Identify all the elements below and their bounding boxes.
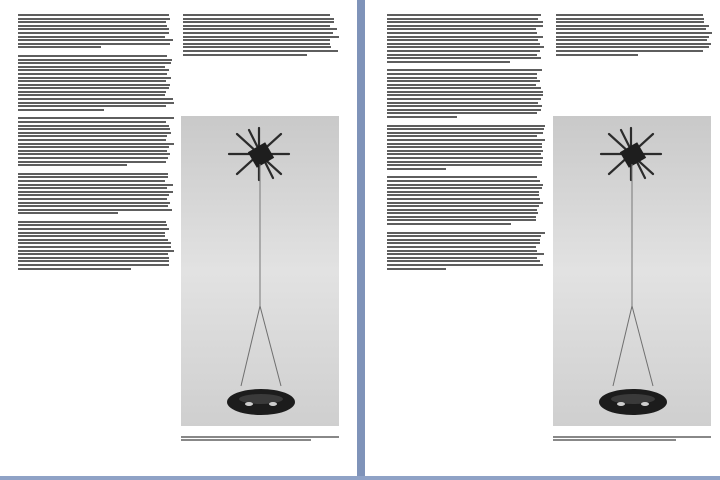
text-line: [387, 187, 542, 189]
text-line: [18, 132, 171, 134]
text-line: [387, 87, 541, 89]
text-line: [387, 50, 540, 52]
text-line: [18, 43, 170, 45]
text-line: [387, 239, 540, 241]
page-gutter: [357, 0, 365, 480]
text-line: [387, 180, 540, 182]
text-line: [18, 194, 169, 196]
text-line: [18, 25, 167, 27]
text-line: [556, 25, 709, 27]
text-line: [387, 139, 545, 141]
text-line: [387, 246, 536, 248]
text-line: [18, 228, 169, 230]
text-line: [183, 32, 333, 34]
text-line: [387, 232, 545, 234]
text-line: [387, 102, 538, 104]
text-line: [18, 109, 104, 111]
text-line: [387, 198, 540, 200]
text-line: [387, 112, 537, 114]
text-line: [556, 14, 703, 16]
text-line: [18, 198, 167, 200]
text-line: [387, 168, 446, 170]
text-line: [18, 98, 173, 100]
text-line: [18, 209, 172, 211]
text-line: [18, 191, 173, 193]
photo-caption: [553, 436, 711, 442]
text-line: [18, 212, 118, 214]
text-line: [18, 80, 166, 82]
text-line: [387, 150, 543, 152]
text-line: [18, 205, 168, 207]
viewer-bottom-edge: [0, 476, 720, 480]
text-line: [387, 250, 537, 252]
text-line: [387, 57, 541, 59]
text-line: [183, 25, 330, 27]
text-line: [18, 117, 174, 119]
text-line: [18, 105, 166, 107]
text-line: [387, 268, 446, 270]
text-line: [18, 139, 166, 141]
text-line: [183, 39, 330, 41]
text-line: [18, 253, 168, 255]
mobile-sculpture-photo: [553, 116, 711, 426]
text-line: [556, 21, 704, 23]
photo-caption: [181, 436, 339, 442]
text-line: [387, 61, 510, 63]
text-line: [556, 46, 709, 48]
text-line: [18, 143, 174, 145]
text-line: [387, 43, 540, 45]
text-line: [387, 216, 536, 218]
text-line: [18, 128, 170, 130]
text-line: [556, 36, 709, 38]
text-line: [18, 153, 170, 155]
text-line: [387, 212, 538, 214]
text-line: [18, 161, 166, 163]
text-line: [387, 46, 544, 48]
text-line: [18, 146, 169, 148]
hanging-mobile-photo: [553, 116, 711, 426]
text-line: [18, 260, 169, 262]
text-column-1: [387, 14, 545, 466]
text-line: [387, 161, 542, 163]
text-line: [387, 80, 540, 82]
text-line: [556, 39, 707, 41]
text-line: [387, 14, 541, 16]
text-line: [18, 102, 174, 104]
text-line: [18, 202, 170, 204]
text-line: [387, 242, 540, 244]
text-line: [18, 157, 168, 159]
text-line: [387, 157, 543, 159]
text-line: [18, 164, 127, 166]
text-line: [387, 32, 537, 34]
text-line: [18, 125, 169, 127]
text-line: [18, 232, 165, 234]
text-line: [183, 28, 337, 30]
text-line: [18, 14, 169, 16]
text-line: [18, 135, 167, 137]
text-line: [387, 21, 543, 23]
text-line: [18, 257, 169, 259]
text-line: [183, 43, 330, 45]
text-line: [387, 235, 541, 237]
text-line: [183, 46, 331, 48]
text-line: [387, 184, 543, 186]
text-line: [387, 194, 539, 196]
text-line: [556, 28, 706, 30]
text-line: [387, 191, 539, 193]
text-line: [18, 176, 168, 178]
text-line: [387, 146, 542, 148]
text-line: [387, 116, 457, 118]
text-line: [183, 54, 307, 56]
hanging-mobile-photo: [181, 116, 339, 426]
text-line: [387, 36, 543, 38]
text-line: [387, 105, 542, 107]
text-line: [18, 187, 167, 189]
text-line: [18, 69, 169, 71]
text-line: [18, 55, 167, 57]
text-line: [18, 94, 165, 96]
text-line: [387, 94, 543, 96]
text-line: [387, 18, 538, 20]
text-line: [387, 98, 541, 100]
text-line: [18, 73, 167, 75]
text-line: [387, 91, 543, 93]
text-line: [387, 153, 541, 155]
text-line: [387, 125, 545, 127]
text-line: [18, 46, 101, 48]
text-line: [18, 21, 166, 23]
text-line: [18, 250, 174, 252]
text-line: [18, 91, 166, 93]
text-line: [18, 246, 171, 248]
text-line: [387, 132, 543, 134]
text-line: [387, 25, 543, 27]
text-line: [18, 264, 169, 266]
text-line: [387, 73, 537, 75]
text-line: [18, 59, 172, 61]
text-line: [183, 50, 338, 52]
text-line: [18, 62, 171, 64]
text-line: [387, 77, 537, 79]
text-line: [387, 143, 542, 145]
text-line: [387, 28, 536, 30]
text-line: [556, 50, 703, 52]
text-line: [387, 128, 544, 130]
text-line: [18, 239, 168, 241]
text-line: [183, 14, 330, 16]
text-line: [18, 180, 165, 182]
text-line: [18, 84, 170, 86]
text-line: [18, 77, 171, 79]
text-line: [18, 66, 165, 68]
text-line: [18, 173, 168, 175]
text-line: [18, 32, 169, 34]
text-line: [387, 223, 511, 225]
text-line: [18, 235, 165, 237]
text-line: [18, 39, 173, 41]
text-line: [387, 176, 537, 178]
text-line: [387, 135, 537, 137]
text-line: [18, 224, 167, 226]
mobile-sculpture-photo: [181, 116, 339, 426]
text-line: [183, 36, 339, 38]
text-line: [387, 260, 540, 262]
text-line: [387, 69, 542, 71]
text-line: [387, 264, 543, 266]
text-line: [18, 121, 166, 123]
text-column-2: [183, 14, 339, 96]
text-line: [387, 109, 541, 111]
text-line: [387, 257, 537, 259]
text-line: [387, 219, 536, 221]
text-line: [183, 21, 334, 23]
text-line: [18, 242, 171, 244]
text-column-2: [556, 14, 712, 96]
text-line: [387, 205, 539, 207]
text-line: [387, 209, 537, 211]
text-line: [18, 18, 170, 20]
text-column-1: [18, 14, 174, 466]
text-line: [387, 84, 536, 86]
text-line: [18, 268, 131, 270]
text-line: [18, 221, 166, 223]
document-page-left: [0, 0, 357, 476]
document-page-right: [365, 0, 720, 476]
text-line: [387, 164, 542, 166]
text-line: [18, 36, 165, 38]
text-line: [556, 32, 712, 34]
text-line: [387, 202, 543, 204]
text-line: [18, 28, 169, 30]
text-line: [18, 150, 167, 152]
text-line: [556, 54, 638, 56]
text-line: [183, 18, 334, 20]
text-line: [556, 18, 704, 20]
text-line: [556, 43, 711, 45]
text-line: [18, 184, 173, 186]
text-line: [387, 54, 537, 56]
text-line: [387, 39, 538, 41]
text-line: [387, 253, 544, 255]
text-line: [18, 87, 169, 89]
